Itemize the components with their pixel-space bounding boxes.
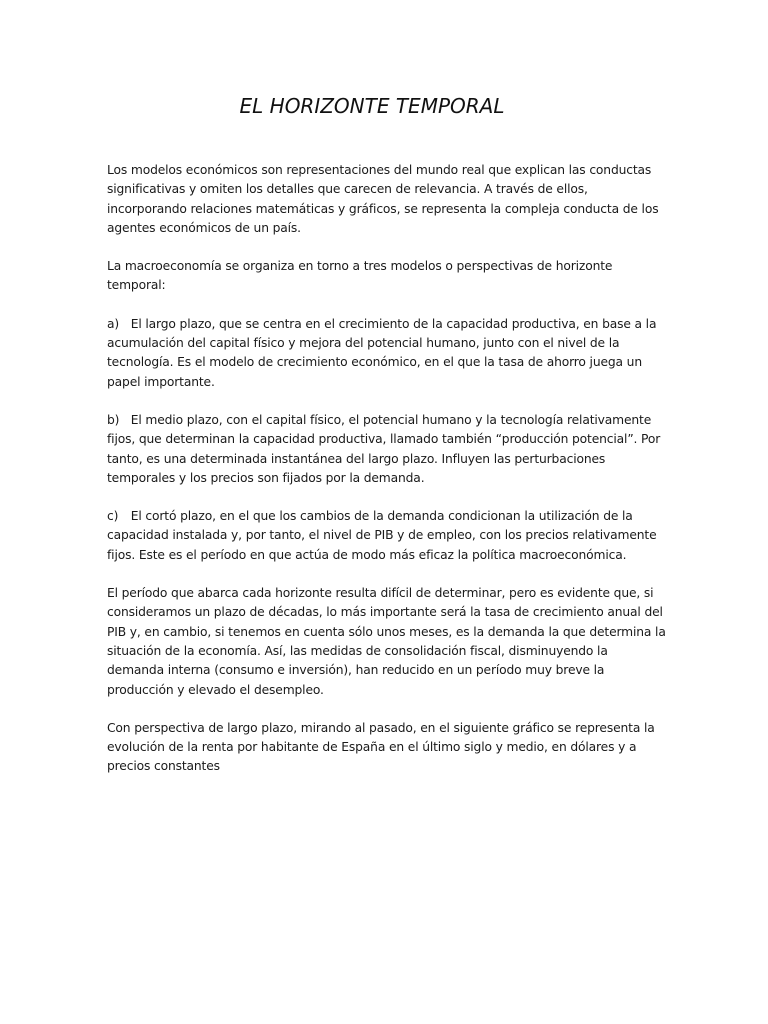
list-item-label: b) — [107, 412, 120, 427]
list-item-text: El largo plazo, que se centra en el crecimiento de la capacidad productiva, en base a la acumulación del capital físico y mejora del potencial humano, junto con el nivel de la tecnología. Es el modelo de crecimiento económico, en el que la tasa de ahorro juega un papel importante. — [107, 316, 657, 389]
paragraph-intro: Los modelos económicos son representaciones del mundo real que explican las conductas significativas y omiten los detalles que carecen de relevancia. A través de ellos, incorporando relaciones matemáticas y gráficos, se representa la compleja conducta de los agentes económicos de un país. — [107, 163, 659, 235]
paragraph-perspective: Con perspectiva de largo plazo, mirando al pasado, en el siguiente gráfico se representa la evolución de la renta por habitante de España en el último siglo y medio, en dólares y a precios constantes — [107, 720, 655, 774]
list-item-label: c) — [107, 509, 119, 524]
list-item-label: a) — [107, 316, 120, 331]
list-item-text: El cortó plazo, en el que los cambios de la demanda condicionan la utilización de la capacidad instalada y, por tanto, el nivel de PIB y de empleo, con los precios relativamente fijos. Este es el período en que actúa de modo más eficaz la política macroeconómica. — [107, 509, 657, 562]
list-item — [107, 315, 667, 392]
list-item — [107, 411, 667, 488]
list-item — [107, 507, 667, 565]
paragraph-period: El período que abarca cada horizonte resulta difícil de determinar, pero es evidente que, si consideramos un plazo de décadas, lo más importante será la tasa de crecimiento anual del PIB y, en cambio, si tenemos en cuenta sólo unos meses, es la demanda la que determina la situación de la economía. Así, las medidas de consolidación fiscal, disminuyendo la demanda interna (consumo e inversión), han reducido en un período muy breve la producción y elevado el desempleo. — [107, 586, 666, 697]
list-item-text: El medio plazo, con el capital físico, el potencial humano y la tecnología relativamente fijos, que determinan la capacidad productiva, llamado también “producción potencial”. Por tanto, es una determinada instantánea del largo plazo. Influyen las perturbaciones temporales y los precios son fijados por la demanda. — [107, 412, 661, 485]
document-body — [107, 161, 667, 796]
paragraph-macro: La macroeconomía se organiza en torno a tres modelos o perspectivas de horizonte temporal: — [107, 259, 613, 293]
page-title: EL HORIZONTE TEMPORAL — [239, 94, 505, 118]
